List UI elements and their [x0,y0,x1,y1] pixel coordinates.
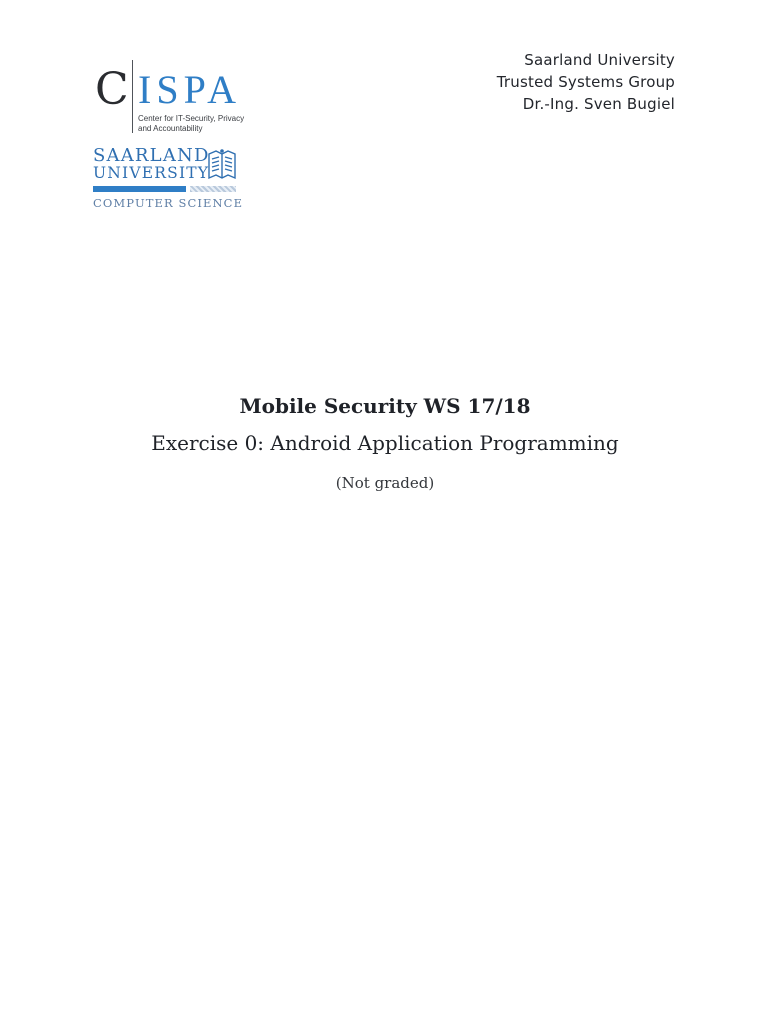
cispa-logo-tagline [138,114,244,134]
uds-logo-line1: SAARLAND [93,145,210,166]
affiliation-university: Saarland University [524,51,675,69]
cispa-logo-divider [132,60,133,133]
uds-logo-bar-pattern [190,186,236,192]
cispa-tagline-line1: Center for IT-Security, Privacy [138,114,245,123]
uds-logo-subtitle: COMPUTER SCIENCE [93,196,244,210]
cispa-tagline-line2: and Accountability [138,124,203,133]
affiliation-group: Trusted Systems Group [496,73,675,91]
uds-logo-line2: UNIVERSITY [93,164,210,182]
title-block [0,393,770,493]
saarland-university-logo [93,145,244,214]
uds-logo-bar-solid [93,186,186,192]
document-note: (Not graded) [335,474,435,492]
affiliation-person: Dr.-Ing. Sven Bugiel [522,95,675,113]
university-crest-icon [207,148,237,182]
cispa-logo-letters: ISPA [138,67,242,112]
cispa-logo-letter-c: C [95,64,129,115]
cispa-logo [95,60,265,135]
author-affiliation [497,49,675,115]
document-subtitle: Exercise 0: Android Application Programming [151,431,619,455]
document-title: Mobile Security WS 17/18 [239,394,531,418]
